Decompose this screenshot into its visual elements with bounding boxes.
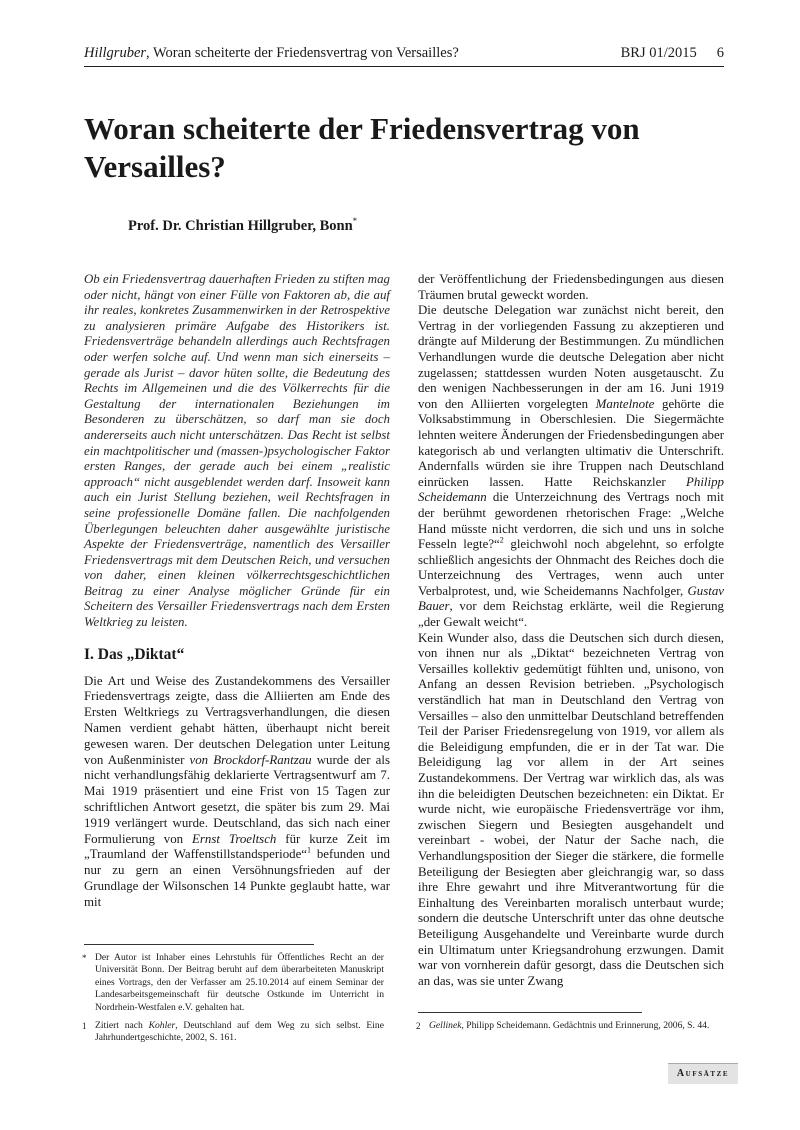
running-header [84,40,724,67]
article-title: Woran scheiterte der Friedensvertrag von Versailles? [84,111,640,184]
footnote-text [418,1020,718,1032]
text-run: Zitiert nach [95,1020,149,1031]
person-name: Philipp Scheidemann [418,474,724,505]
footnote-text: Der Autor ist Inhaber eines Lehrstuhls für Öffentliches Recht an der Universität Bonn. Der Beitrag beruht auf dem überarbeiteten Manuskript eines Vortrags, den der Verfasser am 25.10.2014 auf einem Seminar der Landesarbeitsgemeinschaft für deutsche Ostkunde im Unterricht in Nordrhein-Westfalen e.V. gehalten hat. [95,952,384,1013]
person-name: Gustav Bauer [418,583,724,614]
text-run: befunden und nur zu gern an einen Versöhnungsfrieden auf der Grundlage der Wilsonschen 14 Punkte geglaubt hatte, war mit [84,847,390,909]
running-header-author: Hillgruber [84,45,147,61]
paragraph [84,674,390,911]
footnote-author [84,952,384,1014]
text-run: , vor dem Reichstag erklärte, weil die Regierung „der Gewalt weicht“. [418,599,724,630]
article-author [128,218,357,235]
text-run: Die Art und Weise des Zustandekommens des Versailler Friedensvertrags zeigte, dass die Alliierten am Ende des Ersten Weltkriegs zu Vertragsverhandlungen, die diesen Namen verdient gehabt hätten, überhaupt nicht bereit gewesen waren. Der deutschen Delegation unter Leitung von Außenminister [84,673,390,767]
text-run: , Philipp Scheidemann. Gedächtnis und Erinnerung, 2006, S. 44. [461,1020,710,1031]
left-column [84,272,390,911]
footnote-mark: 1 [82,1021,87,1031]
running-header-title [84,45,459,62]
text-run: , Deutschland auf dem Weg zu sich selbst. Eine Jahrhundertgeschichte, 2002, S. 161. [95,1020,384,1044]
paragraph: Kein Wunder also, dass die Deutschen sich durch diesen, von ihnen nur als „Diktat“ bezeichneten Vertrag von Versailles kollektiv gedemütigt fühlten und, unisono, von Anfang an dessen Revision betrieben. „Psychologisch verständlich hat man in Deutschland den Vertrag von Versailles – also den unmittelbar Deutschland betreffenden Teil der Pariser Friedensregelung von 1919, vor allem als die Beleidigung empfunden, die er in der Tat war. Die Beleidigung lag vor allem in der Art seines Zustandekommens. Der Vertrag war wirklich das, als was ihn die beleidigten Deutschen bezeichneten: ein Diktat. Er wurde nicht, wie europäische Friedensverträge vor ihm, zwischen Siegern und Besiegten ausgehandelt und vereinbart - wobei, der Natur der Sache nach, die Verhandlungsposition der Sieger die stärkere, die formelle Beteiligung der Besiegten aber gleichrangig war, so dass ihre Ehre gewahrt und ihre Mitverantwortung für die Einhaltung des Vereinbarten moralisch unterbaut wurde; sondern die deutsche Unterschrift unter das ohne deutsche Beteiligung Ausgehandelte und Vereinbarte wurde durch ein Ultimatum unter Kriegsandrohung erzwungen. Damit war von vornherein dafür gesorgt, dass die Deutschen sich an das, was sie unter Zwang [418,630,724,988]
author-footnote-mark[interactable]: * [352,216,358,227]
journal-issue: BRJ 01/2015 [620,45,697,61]
author-name: Prof. Dr. Christian Hillgruber, Bonn [128,218,353,234]
footnote-divider [84,944,314,945]
person-name: Kohler [148,1020,176,1031]
text-run: gehörte die Volksabstimmung in Oberschlesien. Die Siegermächte lehnten weitere Änderungen der Friedensbedingungen aber kategorisch ab und verlangten ultimativ die Unterschrift. Andernfalls würden sie ihre Truppen nach Deutschland einrücken lassen. Hatte Reichskanzler [418,396,724,489]
text-run: wurde der als nicht verhandlungsfähig deklarierte Vertragsentwurf am 7. Mai 1919 präsentiert und eine Frist von 15 Tagen zur schriftlichen Antwort gesetzt, die später bis zum 29. Mai 1919 verlängert wurde. Deutschland, das sich nach einer Formulierung von [84,752,391,846]
running-header-meta [621,45,724,62]
text-run: die Unterzeichnung des Vertrags noch mit der berühmt gewordenen rhetorischen Frage: „Welche Hand müsste nicht verdorren, die sich und uns in solche Fesseln legte?“ [418,490,724,552]
page-number: 6 [716,45,724,61]
right-column [418,272,724,989]
section-tag: Aufsätze [668,1063,738,1084]
person-name: von Brockdorf-Rantzau [189,752,312,767]
abstract [84,272,390,631]
emphasis-term: Mantelnote [595,396,655,411]
footnote-mark: * [82,953,87,963]
footnote-mark: 2 [416,1021,421,1031]
text-run: Die deutsche Delegation war zunächst nicht bereit, den Vertrag in der vorliegenden Fassung zu akzeptieren und drängte auf Milderung der Bestimmungen. Zu mündlichen Verhandlungen wurde die deutsche Delegation aber nicht zugelassen; stattdessen wurden Noten ausgetauscht. Zu den wenigen Nachbesserungen in der am 16. Juni 1919 von den Alliierten vorgelegten [418,303,724,411]
text-run: gleichwohl noch abgelehnt, so erfolgte schließlich angesichts der Ohnmacht des Reiches doch die Unterzeichnung des Vertrages, wenn auch unter Verbalprotest, und, wie Scheidemanns Nachfolger, [418,537,725,598]
person-name: Ernst Troeltsch [192,831,277,846]
footnote-divider [418,1012,642,1013]
running-header-article: , Woran scheiterte der Friedensvertrag von Versailles? [146,45,459,61]
footnote-1 [84,1020,384,1045]
section-heading: I. Das „Diktat“ [84,645,185,663]
text-run: für kurze Zeit im „Traumland der Waffenstillstandsperiode“ [84,831,390,862]
footnote-ref[interactable]: 2 [499,535,504,545]
footnote-2 [418,1020,718,1032]
person-name: Gellinek [429,1020,462,1031]
footnote-text [84,1020,384,1045]
footnote-ref[interactable]: 1 [307,846,312,856]
paragraph [418,303,724,630]
abstract-text: Ob ein Friedensvertrag dauerhaften Frieden zu stiften mag oder nicht, hängt von einer Fülle von Faktoren ab, die auf ihr reales, konkretes Zusammenwirken in der Retrospektive zu analysieren primäre Aufgabe des Historikers ist. Friedensverträge behandeln allerdings auch Rechtsfragen oder werfen solche auf. Und wenn man sich einerseits – gerade als Jurist – davor hüten sollte, die Bedeutung des Rechts im Allgemeinen und die des Völkerrechts für die Gestaltung der internationalen Beziehungen im Besonderen zu überschätzen, so darf man sie doch andererseits auch nicht unterschätzen. Das Recht ist selbst ein machtpolitischer und (massen-)psychologischer Faktor ersten Ranges, der gerade auch bei einem „realistic approach“ nicht ausgeblendet werden darf. Insoweit kann auch ein Jurist Stellung beziehen, weil Rechtsfragen in seine professionelle Domäne fallen. Die nachfolgenden Überlegungen beleuchten daher ausgewählte juristische Aspekte der Friedensverträge, namentlich des Versailler Friedensvertrags mit dem Deutschen Reich, und versuchen von daher, einen kleinen völkerrechtsgeschichtlichen Beitrag zu einer Analyse möglicher Gründe für ein Scheitern des Versailler Friedensvertrags nach dem Ersten Weltkrieg zu leisten. [84,272,390,630]
paragraph: der Veröffentlichung der Friedensbedingungen aus diesen Träumen brutal geweckt worden. [418,272,724,302]
